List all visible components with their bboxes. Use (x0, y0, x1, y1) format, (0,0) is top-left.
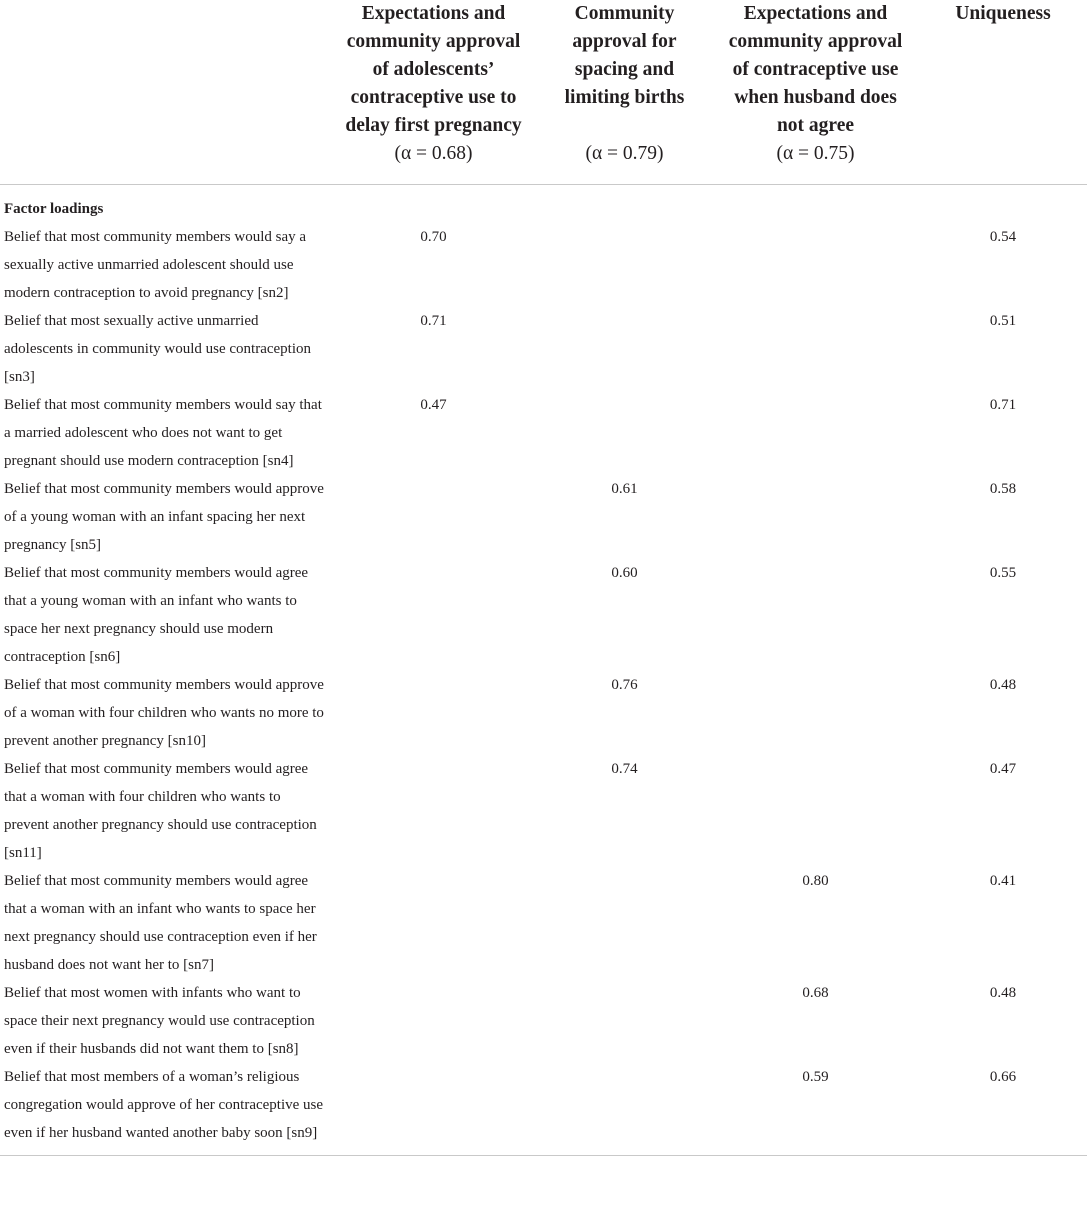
factor-3-loading (712, 475, 919, 559)
uniqueness-value: 0.71 (989, 397, 1017, 413)
uniqueness-value: 0.58 (989, 481, 1017, 497)
factor-3-loading: 0.80 (802, 873, 829, 889)
header-factor-3-line: Expectations and (743, 3, 888, 24)
factor-3-loading (712, 755, 919, 867)
factor-1-loading: 0.71 (420, 313, 447, 329)
header-factor-1-line: community approval (346, 31, 521, 52)
header-factor-2-alpha: (α = 0.79) (585, 143, 664, 164)
header-factor-3-line: community approval (728, 31, 903, 52)
factor-1-loading (330, 979, 537, 1063)
header-spacer (541, 112, 708, 140)
uniqueness-value: 0.41 (989, 873, 1017, 889)
item-text: Belief that most sexually active unmarried adolescents in community would use contraception [sn3] (4, 313, 312, 385)
factor-3-loading (712, 671, 919, 755)
header-factor-1-line: delay first pregnancy (345, 115, 522, 136)
table-row (0, 867, 1087, 979)
item-text: Belief that most community members would approve of a woman with four children who wants no more to prevent another pregnancy [sn10] (4, 677, 324, 749)
item-text: Belief that most women with infants who want to space their next pregnancy would use contraception even if their husbands did not want them to [sn8] (4, 985, 315, 1057)
uniqueness-value: 0.48 (989, 677, 1017, 693)
table-row (0, 979, 1087, 1063)
section-row (0, 185, 1087, 224)
header-uniqueness: Uniqueness (919, 0, 1087, 185)
header-factor-1-line: of adolescents’ (372, 59, 495, 80)
factor-2-loading (537, 391, 712, 475)
header-factor-1-line: Expectations and (361, 3, 506, 24)
factor-3-loading (712, 559, 919, 671)
factor-2-loading (537, 1063, 712, 1155)
table-bottom-rule (0, 1155, 1087, 1156)
factor-1-loading (330, 559, 537, 671)
table-row (0, 475, 1087, 559)
table-row (0, 671, 1087, 755)
factor-2-loading (537, 223, 712, 307)
factor-1-loading (330, 475, 537, 559)
item-text: Belief that most community members would say a sexually active unmarried adolescent should use modern contraception to avoid pregnancy [sn2] (4, 229, 307, 301)
factor-3-loading (712, 391, 919, 475)
factor-1-loading (330, 1063, 537, 1155)
factor-1-loading (330, 671, 537, 755)
header-factor-2-line: limiting births (564, 87, 685, 108)
header-factor-3-line: of contraceptive use (732, 59, 899, 80)
factor-3-loading (712, 223, 919, 307)
factor-1-loading: 0.70 (420, 229, 447, 245)
factor-1-loading (330, 867, 537, 979)
header-factor-3-line: not agree (776, 115, 855, 136)
header-factor-2-line: Community (574, 3, 675, 24)
factor-2-loading: 0.74 (611, 761, 638, 777)
uniqueness-value: 0.47 (989, 761, 1017, 777)
table-row (0, 223, 1087, 307)
item-text: Belief that most community members would approve of a young woman with an infant spacing her next pregnancy [sn5] (4, 481, 324, 553)
factor-3-loading: 0.68 (802, 985, 829, 1001)
uniqueness-value: 0.66 (989, 1069, 1017, 1085)
header-factor-2 (537, 0, 712, 185)
header-factor-1-line: contraceptive use to (350, 87, 517, 108)
factor-2-loading: 0.76 (611, 677, 638, 693)
header-factor-2-line: spacing and (574, 59, 675, 80)
header-row (0, 0, 1087, 185)
factor-3-loading (712, 307, 919, 391)
header-blank (0, 0, 330, 185)
uniqueness-value: 0.55 (989, 565, 1017, 581)
uniqueness-value: 0.48 (989, 985, 1017, 1001)
header-factor-3-alpha: (α = 0.75) (776, 143, 855, 164)
item-text: Belief that most community members would agree that a young woman with an infant who wants to space her next pregnancy should use modern contraception [sn6] (4, 565, 309, 665)
header-factor-1-alpha: (α = 0.68) (394, 143, 473, 164)
table-row (0, 391, 1087, 475)
item-text: Belief that most members of a woman’s religious congregation would approve of her contraceptive use even if her husband wanted another baby soon [sn9] (4, 1069, 324, 1141)
header-factor-3-line: when husband does (734, 87, 897, 108)
table-row (0, 559, 1087, 671)
header-factor-2-line: approval for (572, 31, 677, 52)
factor-2-loading (537, 307, 712, 391)
factor-3-loading: 0.59 (802, 1069, 829, 1085)
factor-1-loading: 0.47 (420, 397, 447, 413)
factor-2-loading: 0.61 (611, 481, 638, 497)
header-factor-3 (712, 0, 919, 185)
factor-2-loading (537, 867, 712, 979)
factor-2-loading: 0.60 (611, 565, 638, 581)
item-text: Belief that most community members would say that a married adolescent who does not want to get pregnant should use modern contraception [sn4] (4, 397, 322, 469)
item-text: Belief that most community members would agree that a woman with an infant who wants to space her next pregnancy should use contraception even if her husband does not want her to [sn7] (4, 873, 317, 973)
table-row (0, 307, 1087, 391)
header-factor-1 (330, 0, 537, 185)
section-label: Factor loadings (4, 201, 104, 217)
factor-1-loading (330, 755, 537, 867)
table-row (0, 1063, 1087, 1155)
uniqueness-value: 0.54 (989, 229, 1017, 245)
uniqueness-value: 0.51 (989, 313, 1017, 329)
factor-2-loading (537, 979, 712, 1063)
table-row (0, 755, 1087, 867)
item-text: Belief that most community members would agree that a woman with four children who wants to prevent another pregnancy should use contraception [sn11] (4, 761, 317, 861)
